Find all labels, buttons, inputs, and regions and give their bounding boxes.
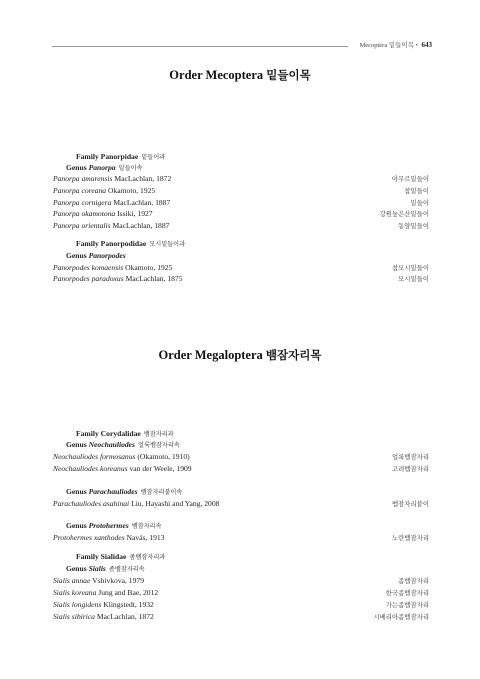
species-row [53, 576, 144, 586]
genus-prefix: Genus [66, 440, 89, 449]
species-korean-name: 모시밑들이 [398, 275, 429, 283]
running-header [52, 40, 432, 52]
page-number: 643 [421, 41, 432, 49]
genus-heading [66, 487, 182, 498]
running-title: Mecoptera 밑들이목 [359, 42, 414, 49]
species-row [53, 612, 154, 622]
species-korean-name: 뱀잠자리붙이 [391, 500, 429, 508]
species-name: Panorpa okamotona [53, 209, 116, 218]
species-name: Neochauliodes formosanus [53, 452, 136, 461]
species-korean-name: 좀뱀잠자리 [398, 577, 429, 585]
genus-name: Sialis [88, 564, 106, 573]
species-name: Protohermes xanthodes [53, 533, 125, 542]
family-name: Family Panorpodidae [76, 239, 147, 248]
species-korean-name: 밑들이 [410, 199, 429, 207]
species-author: MacLachlan, 1887 [112, 221, 170, 230]
family-korean-name: 뱀잠자리과 [143, 431, 174, 438]
species-author: Okamoto, 1925 [108, 186, 156, 195]
species-name: Sialis longidens [53, 600, 102, 609]
genus-name: Panorpa [88, 163, 116, 172]
species-row [53, 198, 170, 208]
genus-name: Neochauliodes [88, 440, 135, 449]
species-author: Issiki, 1927 [117, 209, 153, 218]
species-author: (Okamoto, 1910) [137, 452, 190, 461]
species-korean-name: 노란뱀잠자리 [391, 534, 429, 542]
species-author: Okamoto, 1925 [125, 263, 173, 272]
genus-name: Protohermes [88, 521, 129, 530]
species-row [53, 274, 183, 284]
species-korean-name: 참모시밑들이 [391, 264, 429, 272]
family-korean-name: 좀뱀잠자리과 [129, 554, 166, 561]
genus-korean-name: 밑들이속 [118, 165, 143, 172]
genus-prefix: Genus [66, 521, 89, 530]
species-name: Sialis annae [53, 576, 91, 585]
species-name: Neochauliodes koreanus [53, 464, 128, 473]
species-row [53, 464, 192, 474]
species-author: Jung and Bae, 2012 [98, 588, 159, 597]
species-row [53, 186, 155, 196]
species-korean-name: 가는좀뱀잠자리 [385, 601, 429, 609]
genus-heading [66, 521, 162, 532]
genus-prefix: Genus [66, 251, 89, 260]
species-author: Vshivkova, 1979 [92, 576, 144, 585]
order-title [0, 347, 480, 363]
species-korean-name: 동양밑들이 [398, 222, 429, 230]
order-title [0, 67, 480, 83]
header-text [359, 40, 432, 49]
family-korean-name: 밑들이과 [141, 154, 166, 161]
species-author: MacLachlan, 1872 [114, 174, 172, 183]
species-name: Sialis sibirica [53, 612, 95, 621]
species-korean-name: 얼룩뱀잠자리 [391, 453, 429, 461]
species-row [53, 588, 158, 598]
species-row [53, 499, 219, 509]
order-name-ko: 뱀잠자리목 [265, 348, 322, 362]
species-author: MacLachlan, 1887 [113, 198, 171, 207]
genus-heading [66, 564, 145, 575]
species-row [53, 221, 169, 231]
family-heading [76, 552, 165, 563]
species-name: Parachauliodes asahinai [53, 499, 130, 508]
header-rule [52, 46, 348, 47]
species-row [53, 533, 165, 543]
family-heading [76, 239, 185, 250]
species-name: Sialis koreana [53, 588, 97, 597]
genus-heading [66, 251, 126, 261]
species-author: MacLachlan, 1875 [125, 274, 183, 283]
species-korean-name: 참밑들이 [404, 187, 429, 195]
species-author: van der Weele, 1909 [129, 464, 192, 473]
species-row [53, 452, 190, 462]
family-heading [76, 152, 165, 163]
species-korean-name: 아무르밑들이 [391, 175, 429, 183]
genus-heading [66, 440, 180, 451]
species-author: Klingstedt, 1932 [103, 600, 154, 609]
species-name: Panorpa cornigera [53, 198, 112, 207]
species-row [53, 174, 171, 184]
species-row [53, 209, 153, 219]
species-name: Panorpa amurensis [53, 174, 113, 183]
species-korean-name: 한국좀뱀잠자리 [385, 589, 429, 597]
genus-prefix: Genus [66, 163, 89, 172]
species-author: Navás, 1913 [126, 533, 165, 542]
genus-korean-name: 뱀잠자리속 [131, 523, 162, 530]
species-korean-name: 시베리아좀뱀잠자리 [373, 613, 429, 621]
order-name-ko: 밑들이목 [266, 68, 311, 82]
genus-korean-name: 뱀잠자리붙이속 [140, 489, 183, 496]
genus-prefix: Genus [66, 487, 89, 496]
family-name: Family Panorpidae [76, 152, 139, 161]
species-author: MacLachlan, 1872 [96, 612, 154, 621]
genus-name: Parachauliodes [88, 487, 138, 496]
species-name: Panorpodes komaensis [53, 263, 124, 272]
genus-korean-name: 좀뱀잠자리속 [108, 566, 145, 573]
order-name-en: Order Megaloptera [158, 348, 263, 362]
family-name: Family Sialidae [76, 552, 127, 561]
header-bullet: • [415, 42, 418, 49]
family-heading [76, 429, 174, 440]
genus-heading [66, 163, 143, 174]
species-row [53, 600, 154, 610]
species-author: Liu, Hayashi and Yang, 2008 [131, 499, 220, 508]
genus-prefix: Genus [66, 564, 89, 573]
species-name: Panorpa orientalis [53, 221, 111, 230]
family-korean-name: 모시밑들이과 [149, 241, 186, 248]
species-korean-name: 강원높은산밑들이 [379, 210, 429, 218]
species-row [53, 263, 172, 273]
species-name: Panorpa coreana [53, 186, 107, 195]
genus-name: Panorpodes [88, 251, 126, 260]
family-name: Family Corydalidae [76, 429, 141, 438]
order-name-en: Order Mecoptera [169, 68, 264, 82]
genus-korean-name: 얼룩뱀잠자리속 [137, 442, 180, 449]
species-name: Panorpodes paradoxus [53, 274, 124, 283]
species-korean-name: 고려뱀잠자리 [391, 465, 429, 473]
